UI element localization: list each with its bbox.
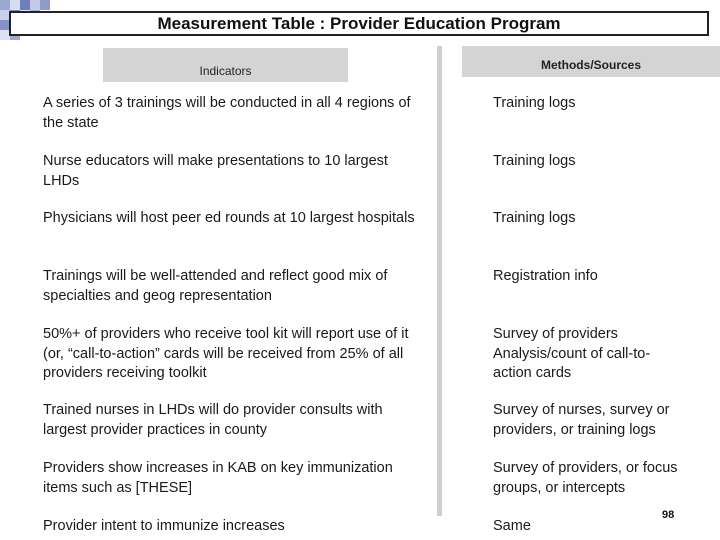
method-cell: Training logs [493,210,576,226]
indicator-cell: Provider intent to immunize increases [43,518,285,534]
column-divider [437,46,442,516]
method-cell: Training logs [493,95,576,111]
method-cell: Survey of providers Analysis/count of call-to-action cards [493,326,651,381]
indicator-cell: Nurse educators will make presentations to 10 largest LHDs [43,153,388,189]
method-cell: Survey of nurses, survey or providers, or training logs [493,402,670,438]
method-cell: Training logs [493,153,576,169]
indicator-cell: Trained nurses in LHDs will do provider consults with largest provider practices in county [43,402,383,438]
indicators-header: Indicators [103,48,348,82]
indicator-cell: Physicians will host peer ed rounds at 10 largest hospitals [43,210,415,226]
methods-sources-header: Methods/Sources [462,46,720,77]
method-cell: Survey of providers, or focus groups, or intercepts [493,460,678,496]
indicator-cell: A series of 3 trainings will be conducted in all 4 regions of the state [43,95,411,131]
page-number: 98 [662,509,675,521]
method-cell: Registration info [493,268,598,284]
method-cell: Same [493,518,531,534]
indicator-cell: Trainings will be well-attended and reflect good mix of specialties and geog representation [43,268,388,304]
indicator-cell: 50%+ of providers who receive tool kit will report use of it (or, “call-to-action” cards will be received from 25% of all providers receiving toolkit [43,326,409,381]
slide-title: Measurement Table : Provider Education Program [9,11,709,36]
indicator-cell: Providers show increases in KAB on key immunization items such as [THESE] [43,460,393,496]
